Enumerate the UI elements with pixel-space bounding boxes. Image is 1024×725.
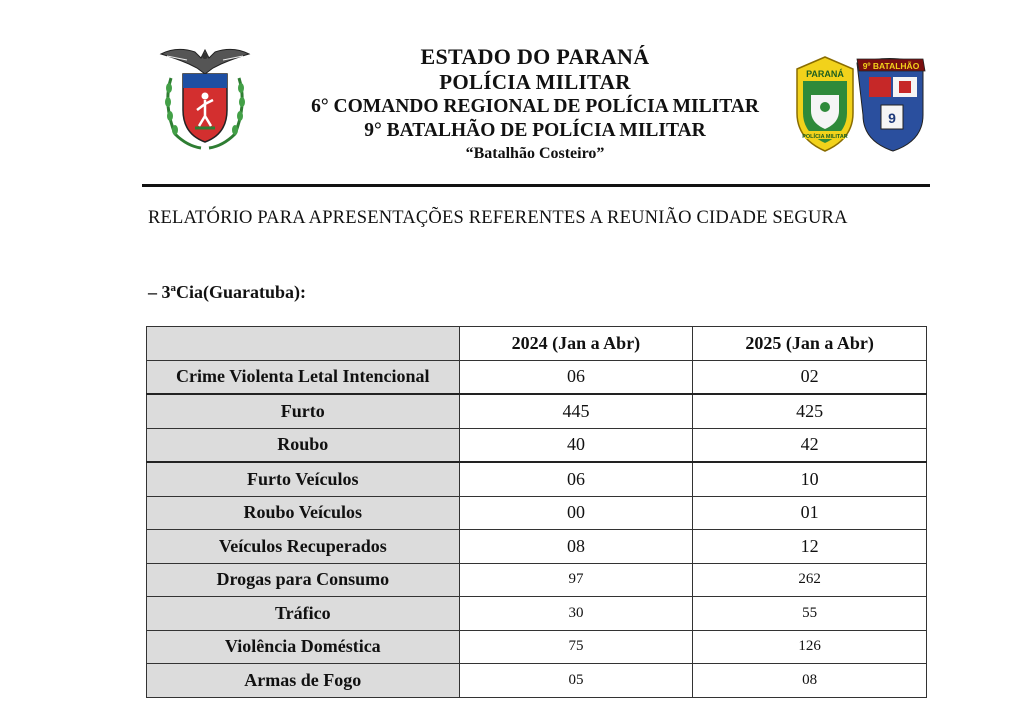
cell-2024: 00	[459, 496, 693, 530]
row-label: Roubo	[147, 428, 460, 462]
cell-2024: 06	[459, 462, 693, 496]
row-label: Drogas para Consumo	[147, 563, 460, 597]
cell-2024: 05	[459, 664, 693, 698]
cell-2025: 42	[693, 428, 927, 462]
cell-2025: 126	[693, 630, 927, 664]
row-label: Armas de Fogo	[147, 664, 460, 698]
table-header-row	[147, 327, 927, 361]
table-row	[147, 664, 927, 698]
table-header-2024: 2024 (Jan a Abr)	[459, 327, 693, 361]
cell-2024: 40	[459, 428, 693, 462]
table-row	[147, 630, 927, 664]
state-name: ESTADO DO PARANÁ	[420, 44, 650, 69]
battalion-badge-icon	[795, 55, 927, 153]
cell-2024: 97	[459, 563, 693, 597]
cell-2025: 08	[693, 664, 927, 698]
row-label: Furto Veículos	[147, 462, 460, 496]
cell-2024: 06	[459, 360, 693, 394]
cell-2025: 425	[693, 394, 927, 428]
document-header	[250, 44, 820, 165]
company-ordinal: a	[170, 282, 176, 294]
badge-number: 9	[888, 110, 896, 126]
table-header-blank	[147, 327, 460, 361]
company-name: Cia(Guaratuba):	[176, 282, 306, 302]
header-divider	[142, 184, 930, 187]
crime-statistics-table	[146, 326, 927, 698]
regional-command: 6° COMANDO REGIONAL DE POLÍCIA MILITAR	[311, 96, 759, 117]
table-header-2025: 2025 (Jan a Abr)	[693, 327, 927, 361]
table-row	[147, 394, 927, 428]
cell-2025: 55	[693, 597, 927, 631]
table-row	[147, 462, 927, 496]
company-prefix: – 3	[148, 282, 171, 302]
table-row	[147, 530, 927, 564]
parana-coat-of-arms-icon	[157, 44, 253, 152]
table-row	[147, 428, 927, 462]
row-label: Tráfico	[147, 597, 460, 631]
row-label: Furto	[147, 394, 460, 428]
badge-ribbon-text: 9º BATALHÃO	[862, 61, 920, 71]
cell-2025: 12	[693, 530, 927, 564]
badge-shield-top: PARANÁ	[806, 69, 844, 79]
row-label: Roubo Veículos	[147, 496, 460, 530]
cell-2024: 75	[459, 630, 693, 664]
table-row	[147, 597, 927, 631]
row-label: Violência Doméstica	[147, 630, 460, 664]
cell-2025: 01	[693, 496, 927, 530]
institution-name: POLÍCIA MILITAR	[439, 70, 631, 94]
battalion-name: 9° BATALHÃO DE POLÍCIA MILITAR	[364, 120, 706, 141]
table-row	[147, 496, 927, 530]
table-row	[147, 360, 927, 394]
table-row	[147, 563, 927, 597]
cell-2025: 02	[693, 360, 927, 394]
report-title: RELATÓRIO PARA APRESENTAÇÕES REFERENTES A REUNIÃO CIDADE SEGURA	[148, 208, 848, 228]
cell-2025: 262	[693, 563, 927, 597]
cell-2024: 445	[459, 394, 693, 428]
badge-shield-bottom: POLÍCIA MILITAR	[802, 134, 848, 140]
cell-2024: 30	[459, 597, 693, 631]
company-label	[148, 282, 306, 303]
row-label: Crime Violenta Letal Intencional	[147, 360, 460, 394]
row-label: Veículos Recuperados	[147, 530, 460, 564]
cell-2025: 10	[693, 462, 927, 496]
battalion-nickname: “Batalhão Costeiro”	[465, 145, 605, 162]
cell-2024: 08	[459, 530, 693, 564]
